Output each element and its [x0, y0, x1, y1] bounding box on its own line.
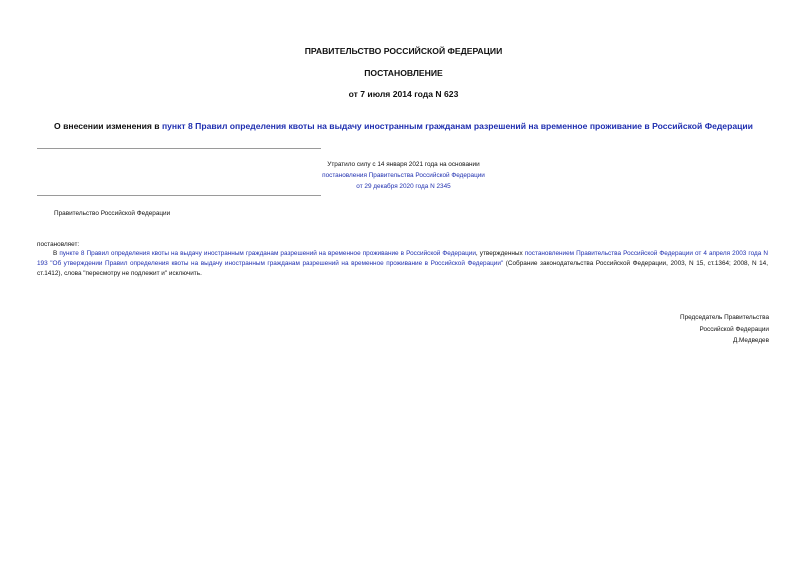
lost-force-link-line2[interactable]: от 29 декабря 2020 года N 2345 [356, 183, 451, 190]
signature-block [680, 312, 769, 347]
government-text: Правительство Российской Федерации [54, 210, 171, 217]
body-paragraph [37, 249, 768, 279]
body-prefix: В [53, 250, 60, 257]
decrees-text: постановляет: [37, 241, 80, 248]
signature-name: Д.Медведев [732, 337, 769, 344]
lost-force-notice [230, 159, 577, 192]
lost-force-text: Утратило силу с 14 января 2021 года на основании [327, 161, 480, 168]
document-type-heading: ПОСТАНОВЛЕНИЕ [364, 68, 443, 78]
organization-heading: ПРАВИТЕЛЬСТВО РОССИЙСКОЙ ФЕДЕРАЦИИ [304, 46, 503, 56]
body-link-rules[interactable]: пункте 8 Правил определения квоты на выдачу иностранным гражданам разрешений на временное проживание в Российской Федерации [59, 250, 476, 257]
document-date-number: от 7 июля 2014 года N 623 [348, 89, 459, 99]
body-link-decree[interactable]: постановлением Правительства Российской Федерации от 4 апреля 2003 года N 193 "Об утверждении Правил определения квоты на выдачу иностранным гражданам разрешений на временное проживание в Российской Федерации" [37, 250, 768, 267]
signature-position: Председатель Правительства [680, 314, 769, 321]
document-title [0, 121, 807, 132]
body-suffix: (Собрание законодательства Российской Федерации, 2003, N 15, ст.1364; 2008, N 14, ст.1412), слова "пересмотру не подлежит и" исключить. [37, 260, 768, 277]
body-middle: , утвержденных [475, 250, 525, 257]
divider-top [37, 148, 321, 149]
lost-force-link-line1[interactable]: постановления Правительства Российской Федерации [322, 172, 485, 179]
divider-bottom [37, 195, 321, 196]
title-link[interactable]: пункт 8 Правил определения квоты на выдачу иностранным гражданам разрешений на временное проживание в Российской Федерации [161, 121, 753, 131]
document-title-prefix: О внесении изменения в [54, 121, 162, 131]
signature-org: Российской Федерации [699, 325, 769, 333]
